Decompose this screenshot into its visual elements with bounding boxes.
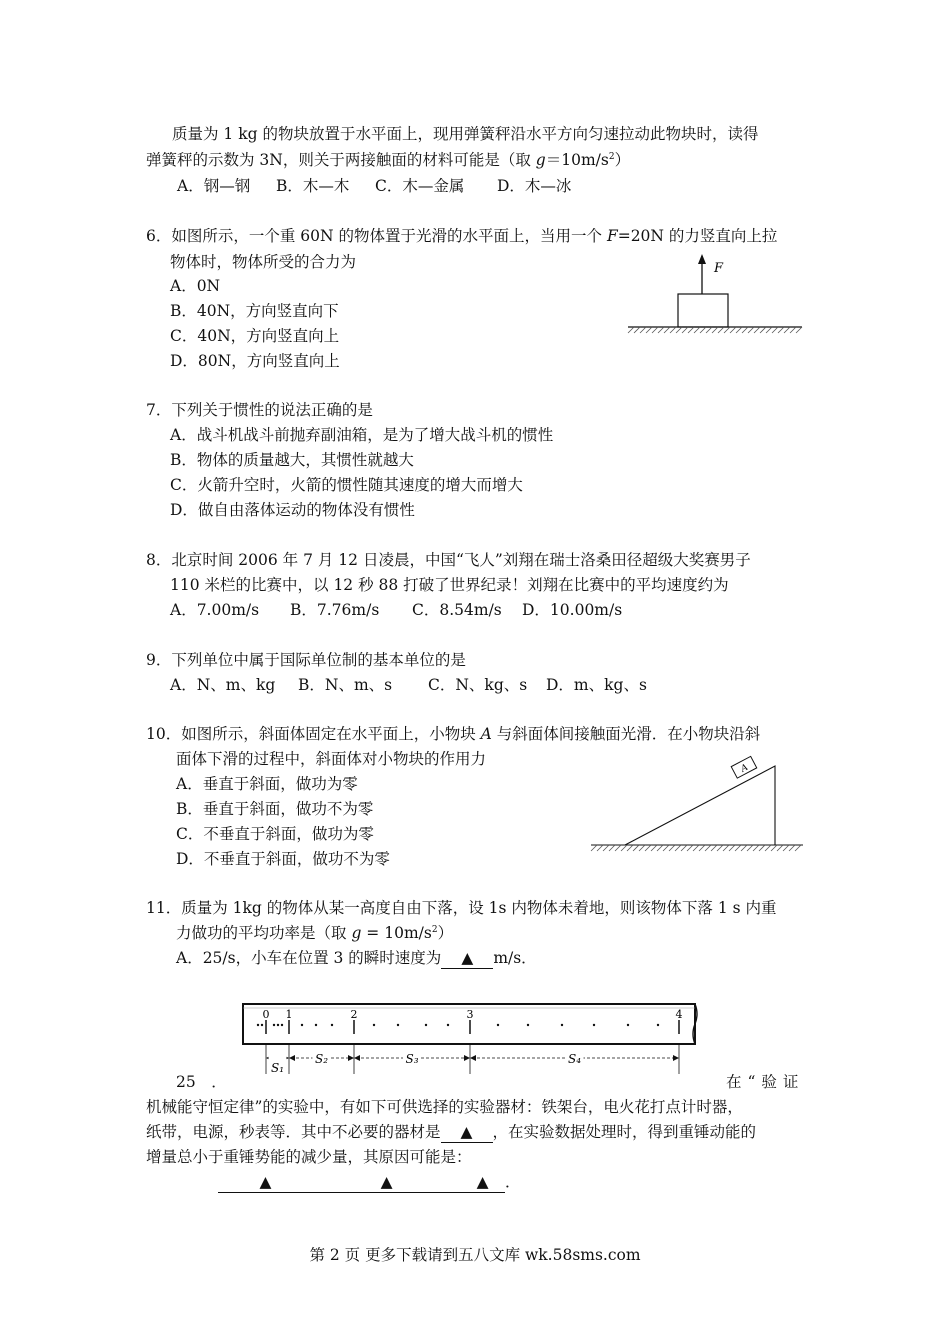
q25-reason-mark-1: ▲ (259, 1173, 272, 1191)
q6-line1 (146, 226, 777, 246)
hatch-stroke (754, 327, 760, 333)
hatch-stroke (628, 327, 634, 333)
hatch-stroke (718, 327, 724, 333)
q25-line3-post: ，在实验数据处理时，得到重锤动能的 (492, 1123, 757, 1141)
tape-dot (273, 1024, 275, 1026)
q25-reason-line (218, 1172, 521, 1193)
q6-option-d[interactable]: D．80N，方向竖直向上 (170, 352, 340, 370)
q5-close: ） (614, 151, 631, 169)
q11-line2 (176, 923, 453, 943)
hatch-stroke (717, 845, 723, 851)
hatch-stroke (682, 327, 688, 333)
force-label: F (714, 261, 724, 276)
hatch-stroke (597, 845, 603, 851)
q5-option-b[interactable]: B．木—木 (276, 177, 350, 195)
q10-line1 (146, 724, 760, 744)
segment-arrow-left (354, 1055, 360, 1061)
hatch-stroke (688, 327, 694, 333)
page-footer: 第 2 页 更多下载请到五八文库 wk.58sms.com (309, 1246, 641, 1264)
segment-arrow-left (289, 1055, 295, 1061)
tape-dot (315, 1024, 317, 1026)
hatch-stroke (723, 845, 729, 851)
ticker-tape-figure (230, 998, 710, 1078)
tape-segments (266, 1050, 679, 1075)
hatch-stroke (729, 845, 735, 851)
hatch-stroke (664, 327, 670, 333)
q6-line2: 物体时，物体所受的合力为 (170, 253, 357, 271)
tape-dot (301, 1024, 303, 1026)
hatch-stroke (730, 327, 736, 333)
hatch-stroke (694, 327, 700, 333)
q10-option-b[interactable]: B．垂直于斜面，做功不为零 (176, 800, 374, 818)
q6-option-b[interactable]: B．40N，方向竖直向下 (170, 302, 339, 320)
hatch-stroke (645, 845, 651, 851)
block-label: A (739, 762, 750, 775)
q25-line3 (146, 1122, 756, 1143)
segment-label: S₁ (270, 1061, 285, 1075)
q11-line3-text: A．25/s，小车在位置 3 的瞬时速度为 (176, 949, 442, 967)
q10-option-a[interactable]: A．垂直于斜面，做功为零 (176, 775, 358, 793)
q5-line2-unit: ＝10m/s (545, 151, 609, 169)
ground-hatch (591, 845, 801, 851)
hatch-stroke (736, 327, 742, 333)
q10-a-var: A (480, 725, 492, 743)
hatch-stroke (765, 845, 771, 851)
q25-end: ． (505, 1173, 521, 1191)
hatch-stroke (621, 845, 627, 851)
q6-f-var: F (606, 227, 618, 245)
q25-number: 25 ． (176, 1073, 227, 1091)
hatch-stroke (681, 845, 687, 851)
tape-tick-label: 3 (466, 1008, 474, 1021)
segment-label: S₄ (567, 1052, 582, 1066)
hatch-stroke (639, 845, 645, 851)
tape-dot (261, 1024, 263, 1026)
q9-line1: 9．下列单位中属于国际单位制的基本单位的是 (146, 651, 466, 669)
hatch-stroke (766, 327, 772, 333)
q10-line2: 面体下滑的过程中，斜面体对小物块的作用力 (176, 750, 487, 768)
hatch-stroke (663, 845, 669, 851)
q25-reason-mark-3: ▲ (476, 1173, 489, 1191)
incline (625, 766, 775, 845)
hatch-stroke (615, 845, 621, 851)
q9-option-c[interactable]: C．N、kg、s (428, 676, 528, 694)
tape-dot (627, 1024, 629, 1026)
q6-figure (620, 250, 810, 340)
q25-line1-right: 在“验证 (726, 1073, 805, 1091)
hatch-stroke (676, 327, 682, 333)
hatch-stroke (778, 327, 784, 333)
q11-sup: 2 (431, 925, 438, 935)
hatch-stroke (706, 327, 712, 333)
q5-line2 (146, 150, 630, 170)
q8-line1: 8．北京时间 2006 年 7 月 12 日凌晨，中国“飞人”刘翔在瑞士洛桑田径超级大奖赛男子 (146, 551, 751, 569)
hatch-stroke (796, 327, 802, 333)
tape-tick-label: 0 (262, 1008, 270, 1021)
hatch-stroke (784, 327, 790, 333)
hatch-stroke (634, 327, 640, 333)
hatch-stroke (609, 845, 615, 851)
q6-option-a[interactable]: A．0N (170, 277, 221, 295)
hatch-stroke (705, 845, 711, 851)
q11-line3 (176, 948, 537, 969)
q25-unneeded-blank[interactable]: ▲ (441, 1122, 493, 1143)
hatch-stroke (669, 845, 675, 851)
segment-arrow-right (673, 1055, 679, 1061)
q5-line1: 质量为 1 kg 的物块放置于水平面上，现用弹簧秤沿水平方向匀速拉动此物块时，读得 (172, 125, 759, 143)
tape-dot (657, 1024, 659, 1026)
hatch-stroke (742, 327, 748, 333)
q6-line1-text: 6．如图所示，一个重 60N 的物体置于光滑的水平面上，当用一个 (146, 227, 607, 245)
block (678, 294, 728, 327)
hatch-stroke (790, 327, 796, 333)
hatch-stroke (724, 327, 730, 333)
hatch-stroke (771, 845, 777, 851)
hatch-stroke (700, 327, 706, 333)
hatch-stroke (633, 845, 639, 851)
tape-dot (257, 1024, 259, 1026)
q10-line1-post: 与斜面体间接触面光滑．在小物块沿斜 (491, 725, 761, 743)
force-arrow-head (698, 254, 706, 264)
q8-option-c[interactable]: C．8.54m/s (412, 601, 502, 619)
q9-option-d[interactable]: D．m、kg、s (546, 676, 647, 694)
q7-option-a[interactable]: A．战斗机战斗前抛弃副油箱，是为了增大战斗机的惯性 (170, 426, 554, 444)
hatch-stroke (670, 327, 676, 333)
q25-line2: 机械能守恒定律”的实验中，有如下可供选择的实验器材：铁架台，电火花打点计时器， (146, 1098, 743, 1116)
hatch-stroke (783, 845, 789, 851)
tape-dot (527, 1024, 529, 1026)
q8-line2: 110 米栏的比赛中，以 12 秒 88 打破了世界纪录！刘翔在比赛中的平均速度约为 (170, 576, 729, 594)
tape-dot (277, 1024, 279, 1026)
q10-line1-text: 10．如图所示，斜面体固定在水平面上，小物块 (146, 725, 481, 743)
segment-arrow-right (464, 1055, 470, 1061)
q9-option-a[interactable]: A．N、m、kg (170, 676, 276, 694)
tape-dot (331, 1024, 333, 1026)
tape-dot (397, 1024, 399, 1026)
hatch-stroke (777, 845, 783, 851)
q7-line1: 7．下列关于惯性的说法正确的是 (146, 401, 373, 419)
tape-dots (257, 1024, 659, 1026)
q11-close: ） (437, 924, 454, 942)
hatch-stroke (711, 845, 717, 851)
q11-line2-unit: = 10m/s (361, 924, 432, 942)
tape-dot (561, 1024, 563, 1026)
tape-dot (281, 1024, 283, 1026)
hatch-stroke (603, 845, 609, 851)
q11-line1: 11．质量为 1kg 的物体从某一高度自由下落，设 1s 内物体未着地，则该物体下落 1 s 内重 (146, 899, 777, 917)
q10-option-d[interactable]: D．不垂直于斜面，做功不为零 (176, 850, 390, 868)
q5-option-c[interactable]: C．木—金属 (375, 177, 465, 195)
hatch-stroke (651, 845, 657, 851)
hatch-stroke (627, 845, 633, 851)
hatch-stroke (591, 845, 597, 851)
hatch-stroke (687, 845, 693, 851)
hatch-stroke (760, 327, 766, 333)
q10-figure (585, 760, 810, 855)
q11-answer-blank[interactable]: ▲ (441, 948, 493, 969)
hatch-stroke (699, 845, 705, 851)
q5-line2-text: 弹簧秤的示数为 3N，则关于两接触面的材料可能是（取 (146, 151, 536, 169)
hatch-stroke (640, 327, 646, 333)
hatch-stroke (747, 845, 753, 851)
q7-option-c[interactable]: C．火箭升空时，火箭的惯性随其速度的增大而增大 (170, 476, 523, 494)
hatch-stroke (753, 845, 759, 851)
hatch-stroke (735, 845, 741, 851)
hatch-stroke (741, 845, 747, 851)
small-block (731, 756, 757, 778)
q5-option-d[interactable]: D．木—冰 (497, 177, 572, 195)
q5-sup: 2 (608, 152, 615, 162)
q8-option-d[interactable]: D．10.00m/s (522, 601, 623, 619)
hatch-stroke (795, 845, 801, 851)
q11-line2-text: 力做功的平均功率是（取 (176, 924, 352, 942)
q7-option-b[interactable]: B．物体的质量越大，其惯性就越大 (170, 451, 414, 469)
tape-dot (373, 1024, 375, 1026)
q25-reason-blank[interactable] (218, 1172, 505, 1193)
q10-option-c[interactable]: C．不垂直于斜面，做功为零 (176, 825, 374, 843)
segment-arrow-right (348, 1055, 354, 1061)
q5-option-a[interactable]: A．钢—钢 (177, 177, 251, 195)
q7-option-d[interactable]: D．做自由落体运动的物体没有惯性 (170, 501, 415, 519)
q11-line3-unit: m/s． (493, 949, 537, 967)
hatch-stroke (652, 327, 658, 333)
tape-tick-label: 4 (675, 1008, 683, 1021)
q11-g-var: g (351, 924, 362, 942)
tape-dot (593, 1024, 595, 1026)
hatch-stroke (789, 845, 795, 851)
q9-option-b[interactable]: B．N、m、s (298, 676, 393, 694)
q8-option-b[interactable]: B．7.76m/s (290, 601, 380, 619)
tape-tick-label: 2 (350, 1008, 358, 1021)
q25-line3-text: 纸带，电源，秒表等．其中不必要的器材是 (146, 1123, 441, 1141)
segment-label: S₂ (314, 1052, 329, 1066)
hatch-stroke (657, 845, 663, 851)
ground-hatch (628, 327, 802, 333)
hatch-stroke (658, 327, 664, 333)
hatch-stroke (646, 327, 652, 333)
tape-tick-label: 1 (285, 1008, 293, 1021)
q6-line1-post: =20N 的力竖直向上拉 (617, 227, 778, 245)
tape-dot (447, 1024, 449, 1026)
hatch-stroke (675, 845, 681, 851)
q8-option-a[interactable]: A．7.00m/s (170, 601, 260, 619)
q5-g-var: g (535, 151, 546, 169)
hatch-stroke (772, 327, 778, 333)
segment-label: S₃ (405, 1052, 419, 1066)
q6-option-c[interactable]: C．40N，方向竖直向上 (170, 327, 340, 345)
q25-reason-mark-2: ▲ (380, 1173, 393, 1191)
hatch-stroke (759, 845, 765, 851)
tape-dot (425, 1024, 427, 1026)
tape-dot (497, 1024, 499, 1026)
hatch-stroke (748, 327, 754, 333)
segment-arrow-left (470, 1055, 476, 1061)
q25-line4: 增量总小于重锤势能的减少量，其原因可能是： (146, 1148, 472, 1166)
hatch-stroke (712, 327, 718, 333)
hatch-stroke (693, 845, 699, 851)
